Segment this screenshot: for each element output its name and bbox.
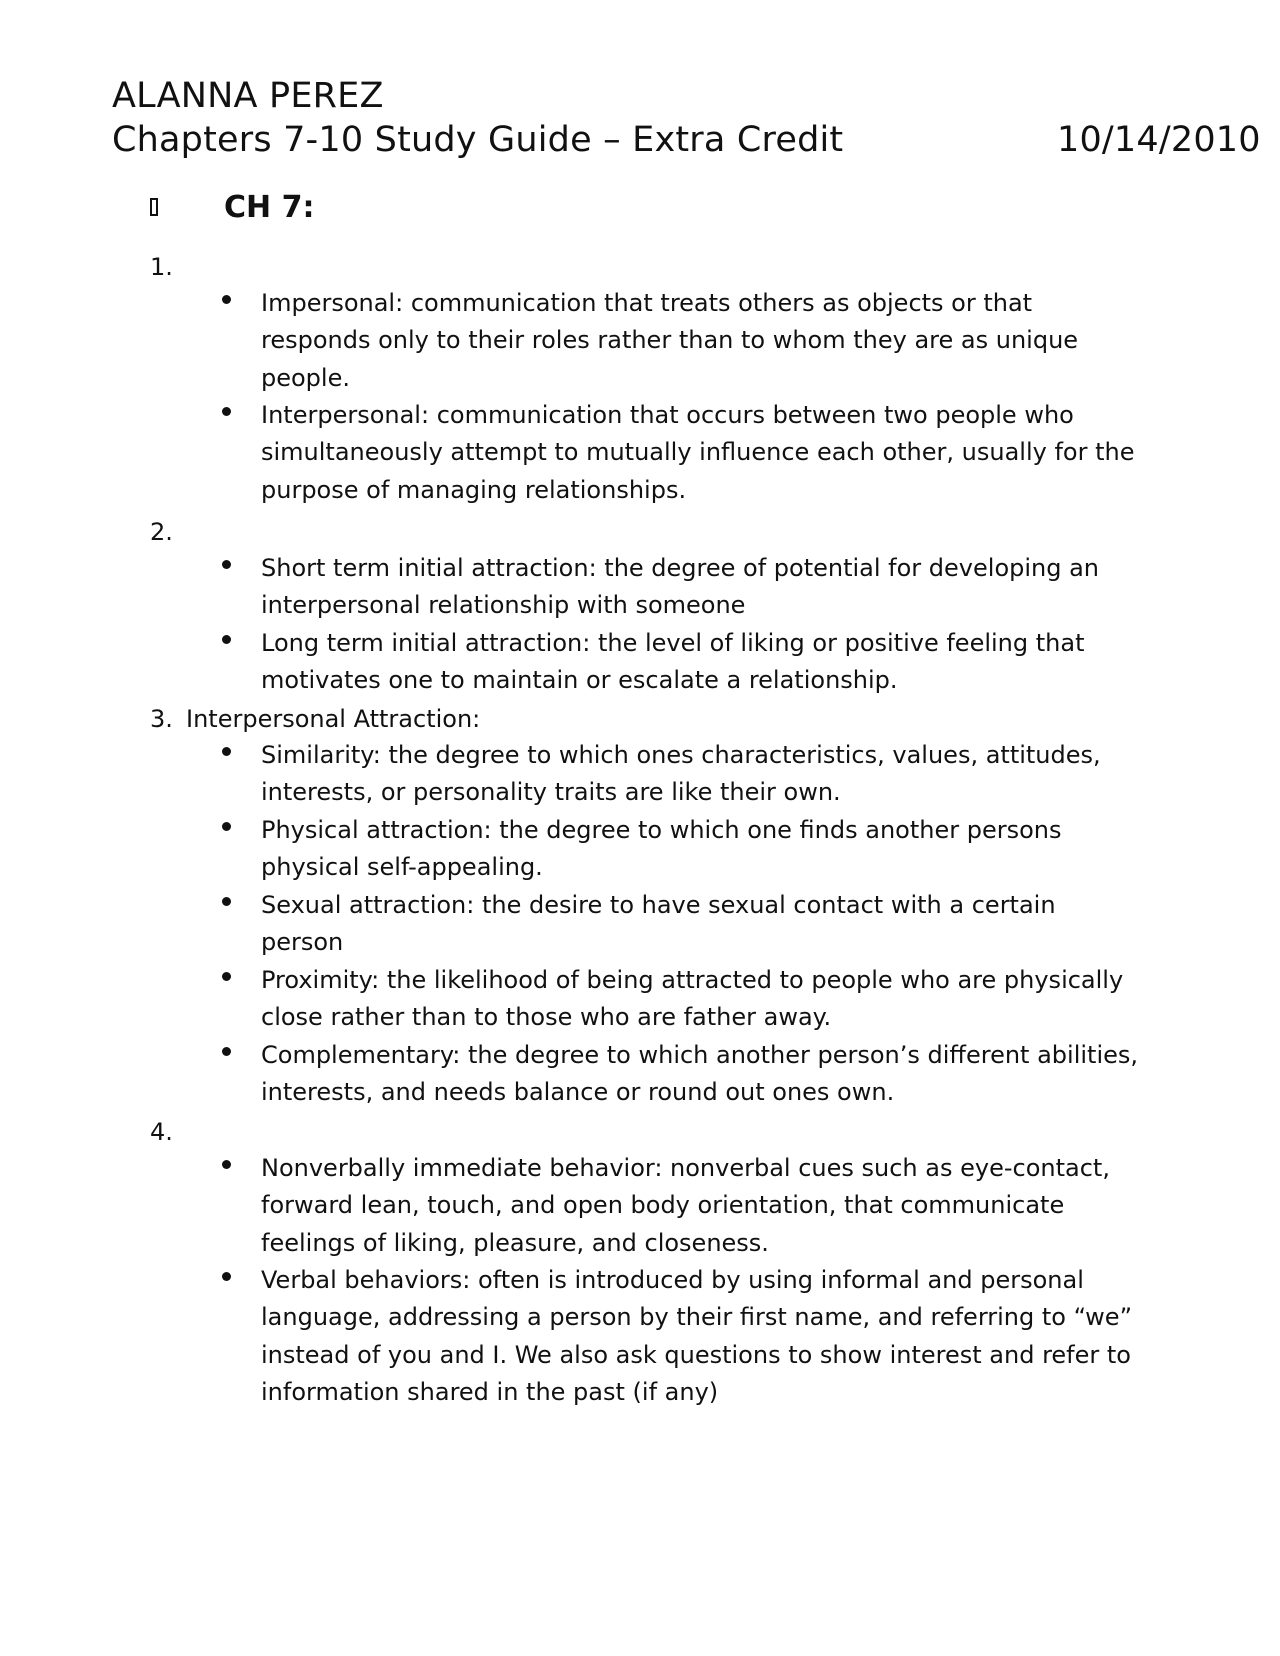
bullet-dot	[222, 822, 231, 831]
list-item: Impersonal: communication that treats others as objects or that responds only to their roles rather than to whom they are as unique people.	[261, 289, 1079, 392]
section-heading	[150, 190, 550, 230]
list-item-label: Interpersonal Attraction:	[186, 705, 481, 733]
list-item: Interpersonal: communication that occurs between two people who simultaneously attempt to mutually influence each other, usually for the purpose of managing relationships.	[261, 401, 1135, 504]
list-item: Similarity: the degree to which ones characteristics, values, attitudes, interests, or personality traits are like their own.	[261, 741, 1101, 807]
bullet-dot	[222, 897, 231, 906]
bullet-dot	[222, 295, 231, 304]
list-item: Long term initial attraction: the level of liking or positive feeling that motivates one to maintain or escalate a relationship.	[261, 629, 1085, 695]
list-item: Physical attraction: the degree to which one finds another persons physical self-appealing.	[261, 816, 1062, 882]
bullet-dot	[222, 407, 231, 416]
list-item: Sexual attraction: the desire to have sexual contact with a certain person	[261, 891, 1056, 957]
bullet-dot	[222, 747, 231, 756]
square-bullet-icon	[150, 198, 158, 216]
bullet-dot	[222, 1047, 231, 1056]
list-number-2: 2.	[150, 518, 173, 546]
list-number-3: 3.	[150, 705, 173, 733]
list-item: Verbal behaviors: often is introduced by using informal and personal language, addressing a person by their first name, and referring to “we” instead of you and I. We also ask questions to show interest and refer to information shared in the past (if any)	[261, 1266, 1133, 1406]
list-item: Nonverbally immediate behavior: nonverbal cues such as eye-contact, forward lean, touch, and open body orientation, that communicate feelings of liking, pleasure, and closeness.	[261, 1154, 1110, 1257]
bullet-dot	[222, 635, 231, 644]
bullet-dot	[222, 560, 231, 569]
list-item: Short term initial attraction: the degree of potential for developing an interpersonal relationship with someone	[261, 554, 1100, 620]
author-name: ALANNA PEREZ	[112, 76, 384, 116]
list-number-1: 1.	[150, 253, 173, 281]
bullet-dot	[222, 1160, 231, 1169]
bullet-dot	[222, 1272, 231, 1281]
bullet-dot	[222, 972, 231, 981]
section-title: CH 7:	[224, 190, 315, 225]
list-number-4: 4.	[150, 1118, 173, 1146]
document-title-line	[112, 120, 1261, 160]
document-date: 10/14/2010	[1057, 120, 1261, 160]
list-item: Complementary: the degree to which another person’s different abilities, interests, and needs balance or round out ones own.	[261, 1041, 1139, 1107]
document-title: Chapters 7-10 Study Guide – Extra Credit	[112, 120, 844, 160]
list-item: Proximity: the likelihood of being attracted to people who are physically close rather than to those who are father away.	[261, 966, 1124, 1032]
